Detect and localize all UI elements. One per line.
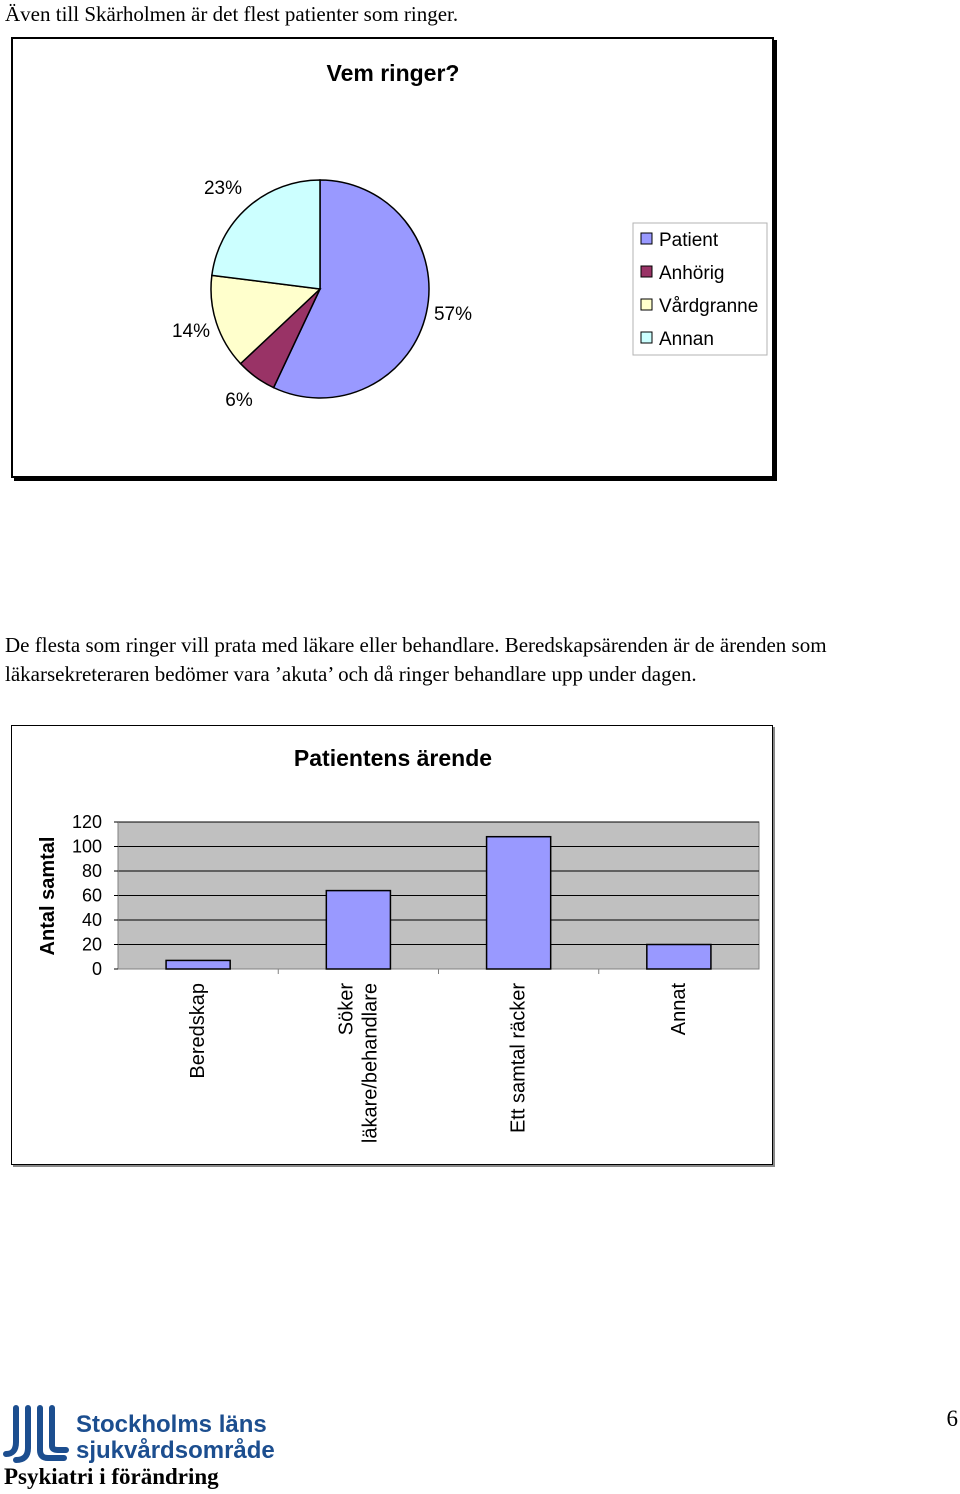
x-category-label: Ett samtal räcker [507,983,530,1134]
legend-label: Anhörig [659,263,725,284]
organization-logo [2,1402,302,1468]
y-tick-label: 80 [81,861,102,881]
x-category-label: Beredskap [187,983,210,1079]
bar-3 [487,837,551,969]
footer-org-line-1: Stockholms läns [76,1411,267,1438]
bar-chart-panel [11,725,773,1165]
page-number: 6 [946,1406,958,1431]
bar-chart-title: Patientens ärende [293,745,493,771]
pie-data-label: 6% [225,390,253,411]
pie-chart-title: Vem ringer? [326,60,460,86]
bar-2 [326,891,390,969]
x-axis-labels [187,983,690,1144]
legend-swatch [641,299,652,310]
footer-tagline: Psykiatri i förändring [4,1464,219,1489]
y-tick-label: 60 [81,885,102,906]
bar-chart-ylabel: Antal samtal [37,836,59,956]
bar-4 [647,945,711,970]
pie-chart [13,39,772,476]
legend-swatch [641,233,652,244]
y-tick-label: 0 [91,959,102,979]
sll-logo-mark-icon [6,1408,66,1460]
footer-org-line-2: sjukvårdsområde [76,1437,275,1464]
pie-data-label: 23% [203,178,243,199]
x-category-label: läkare/behandlare [359,983,382,1144]
legend-label: Vårdgranne [659,296,759,317]
x-category-label: Söker [335,983,358,1036]
legend-swatch [641,332,652,343]
pie-chart-panel [11,37,774,478]
y-tick-label: 120 [71,812,102,832]
intro-sentence: Även till Skärholmen är det flest patienter som ringer. [5,2,459,26]
y-tick-label: 40 [81,910,102,930]
pie-legend [633,223,767,355]
y-tick-label: 20 [81,934,102,955]
legend-label: Annan [659,329,714,350]
legend-swatch [641,266,652,277]
pie-slices [211,180,429,398]
x-category-label: Annat [667,983,690,1036]
y-tick-label: 100 [71,836,102,857]
pie-data-label: 14% [171,321,211,342]
legend-label: Patient [659,230,719,251]
body-paragraph: De flesta som ringer vill prata med läkare eller behandlare. Beredskapsärenden är de ärenden som läkarsekreteraren bedömer vara ’akuta’ och då ringer behandlare upp under dagen. [5,633,827,686]
pie-data-label: 57% [433,304,473,325]
y-axis-ticks [72,812,118,979]
bar-chart [12,726,772,1164]
bar-1 [166,960,230,969]
